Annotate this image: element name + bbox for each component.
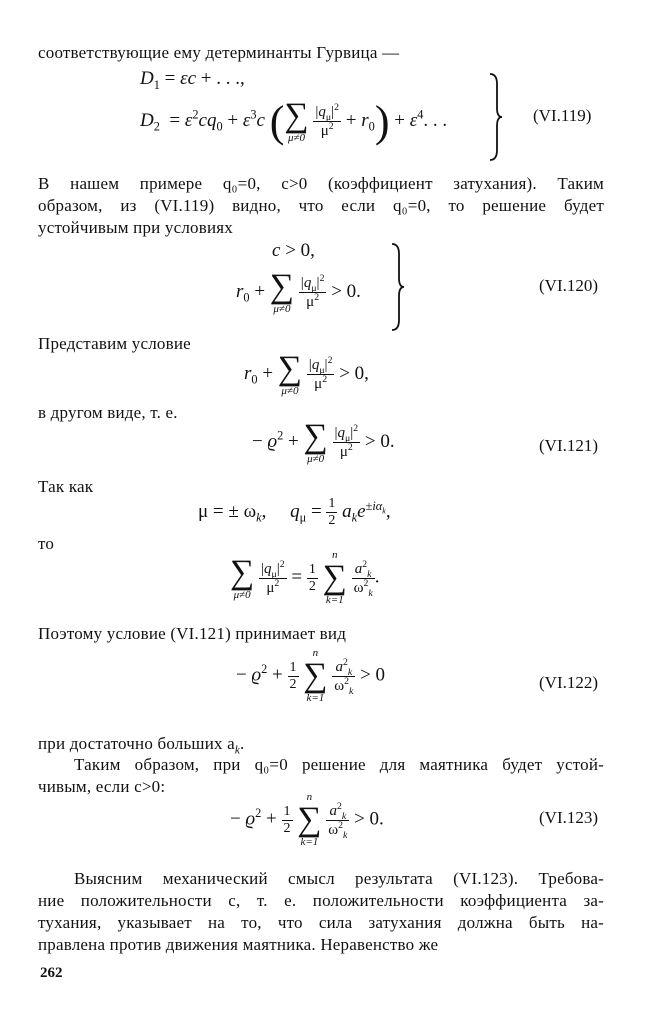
formula-r0-sum: $r_0$ + ∑ μ≠0 $\frac{|q_\mu|^2}{\mu^2}$ > 0. [236, 268, 361, 315]
formula-sum-identity: ∑ μ≠0 $\frac{|q_\mu|^2}{\mu^2}$ = $\frac{1}{2}$ n ∑ k=1 $\frac{a^2_k}{\omega^2_k}$ . [230, 549, 380, 606]
equation-number-119: (VI.119) [533, 106, 592, 125]
text-sufficient: при достаточно больших a [38, 734, 235, 753]
equation-number-121: (VI.121) [539, 436, 599, 455]
formula-121: − $ϱ^2$ + ∑ μ≠0 $\frac{|q_\mu|^2}{\mu^2}$ > 0. [252, 418, 395, 465]
text-line-therefore: Поэтому условие (VI.121) принимает вид [38, 624, 347, 643]
text-line-since: Так как [38, 477, 94, 496]
formula-d1: $D_1 = \varepsilon c$ + . . ., [140, 68, 245, 92]
text-line-sufficient [38, 733, 244, 755]
text-line-represent: Представим условие [38, 334, 191, 353]
text-line-then: то [38, 534, 55, 553]
formula-d2: $D_2 = \varepsilon^2cq_0 + \varepsilon^3c$ ( ∑ μ≠0 $\frac{|q_\mu|^2}{\mu^2}$ + $r_0) + \varepsilon^4$. . . [140, 97, 448, 146]
right-brace-119 [488, 72, 504, 162]
text-line-thus: образом, из (VI.119) видно, что если q₀=0, то решение будет [38, 196, 604, 215]
formula-123: − $ϱ^2$ + $\frac{1}{2}$ n ∑ k=1 $\frac{a^2_k}{\omega^2_k}$ > 0. [230, 791, 384, 848]
formula-mu-q: μ = ± $\omega_k$, $q_\mu$ = $\frac{1}{2}$ $a_ke^{\pm i\alpha_k}$, [198, 496, 391, 528]
equation-number-123: (VI.123) [539, 808, 599, 827]
formula-condition: $r_0$ + ∑ μ≠0 $\frac{|q_\mu|^2}{\mu^2}$ > 0, [244, 350, 369, 397]
formula-122: − $ϱ^2$ + $\frac{1}{2}$ n ∑ k=1 $\frac{a^2_k}{\omega^2_k}$ > 0 [236, 647, 386, 704]
text-line-direction: правлена против движения маятника. Неравенство же [38, 935, 439, 954]
text-line-thus-pendulum: Таким образом, при q₀=0 решение для маятника будет устой- [74, 755, 604, 774]
text-line-stable-if: чивым, если c>0: [38, 777, 166, 796]
right-brace-120 [390, 242, 406, 332]
equation-number-122: (VI.122) [539, 673, 599, 692]
formula-c-positive: c > 0, [272, 240, 315, 261]
text-line-meaning: Выясним механический смысл результата (VI.123). Требова- [74, 869, 604, 888]
text-sufficient-end: . [240, 734, 245, 753]
text-sufficient-sub: k [234, 744, 241, 757]
text-line-positivity: ние положительности c, т. е. положительности коэффициента за- [38, 891, 604, 910]
text-line-other-form: в другом виде, т. е. [38, 403, 178, 422]
equation-number-120: (VI.120) [539, 276, 599, 295]
text-line-hurwitz: соответствующие ему детерминанты Гурвица — [38, 43, 400, 62]
text-line-damping: тухания, указывает на то, что сила затухания должна быть на- [38, 913, 604, 932]
page-number: 262 [40, 965, 63, 981]
text-line-example: В нашем примере q₀=0, c>0 (коэффициент затухания). Таким [38, 174, 604, 193]
text-line-stable: устойчивым при условиях [38, 218, 233, 237]
